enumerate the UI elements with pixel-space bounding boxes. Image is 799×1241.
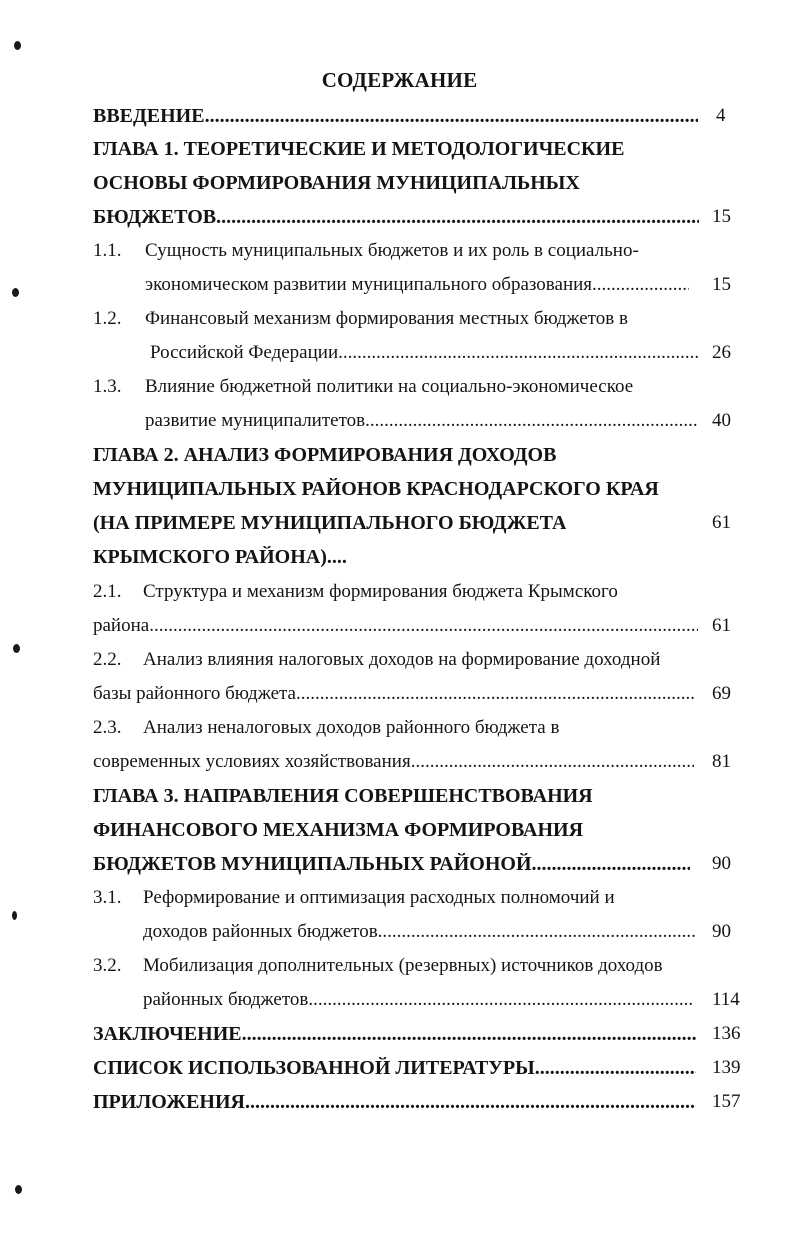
toc-entry-label: ВВЕДЕНИЕ ..... — [93, 105, 698, 128]
toc-entry-label: Сущность муниципальных бюджетов и их роль в социально- — [145, 240, 639, 261]
toc-entry-label: Российской Федерации ..... — [150, 342, 698, 364]
toc-entry-label: Структура и механизм формирования бюджета Крымского — [143, 581, 618, 602]
toc-entry-label: современных условиях хозяйствования ..... — [93, 751, 694, 773]
toc-section-number: 1.3. — [93, 376, 122, 397]
toc-entry-label: Влияние бюджетной политики на социально-экономическое — [145, 376, 634, 397]
toc-page-number: 114 — [712, 989, 740, 1010]
toc-page-number: 4 — [716, 105, 726, 126]
toc-section-3-2-cont[interactable] — [0, 989, 799, 1019]
toc-entry-label: СПИСОК ИСПОЛЬЗОВАННОЙ ЛИТЕРАТУРЫ ..... — [93, 1057, 696, 1080]
toc-page-number: 15 — [712, 274, 731, 295]
toc-entry-label: Анализ неналоговых доходов районного бюджета в — [143, 717, 560, 738]
toc-section-number: 2.2. — [93, 649, 122, 670]
toc-section-3-1-cont[interactable] — [0, 921, 799, 951]
toc-entry-label: Реформирование и оптимизация расходных полномочий и — [143, 887, 615, 908]
toc-section-2-3-cont[interactable] — [0, 751, 799, 781]
toc-entry-label: КРЫМСКОГО РАЙОНА).... — [93, 546, 347, 568]
toc-section-number: 1.1. — [93, 240, 122, 261]
toc-chapter-heading[interactable] — [0, 172, 799, 202]
toc-section-number: 2.3. — [93, 717, 122, 738]
toc-section-number: 3.1. — [93, 887, 122, 908]
toc-page-number: 40 — [712, 410, 731, 431]
toc-section-2-2-cont[interactable] — [0, 683, 799, 713]
toc-entry-label: базы районного бюджета ..... — [93, 683, 696, 705]
toc-section-3-1[interactable] — [0, 887, 799, 917]
toc-page-number: 90 — [712, 921, 731, 942]
scan-dot-mark — [14, 41, 21, 50]
toc-entry-conclusion[interactable] — [0, 1023, 799, 1053]
toc-chapter-heading[interactable] — [0, 785, 799, 815]
toc-entry-label: МУНИЦИПАЛЬНЫХ РАЙОНОВ КРАСНОДАРСКОГО КРАЯ — [93, 478, 659, 500]
toc-entry-references[interactable] — [0, 1057, 799, 1087]
toc-section-1-3-cont[interactable] — [0, 410, 799, 440]
toc-section-number: 1.2. — [93, 308, 122, 329]
toc-section-3-2[interactable] — [0, 955, 799, 985]
toc-chapter-heading[interactable] — [0, 478, 799, 508]
toc-page-number: 90 — [712, 853, 731, 874]
scan-dot-mark — [15, 1185, 22, 1194]
toc-chapter-heading[interactable] — [0, 546, 799, 576]
toc-entry-label: БЮДЖЕТОВ МУНИЦИПАЛЬНЫХ РАЙОНОЙ ..... — [93, 853, 690, 876]
toc-page-number: 26 — [712, 342, 731, 363]
toc-entry-label: ОСНОВЫ ФОРМИРОВАНИЯ МУНИЦИПАЛЬНЫХ — [93, 172, 580, 194]
toc-chapter-heading[interactable] — [0, 444, 799, 474]
toc-section-2-2[interactable] — [0, 649, 799, 679]
toc-entry-label: ГЛАВА 2. АНАЛИЗ ФОРМИРОВАНИЯ ДОХОДОВ — [93, 444, 557, 466]
toc-chapter-heading[interactable] — [0, 819, 799, 849]
toc-section-1-2[interactable] — [0, 308, 799, 338]
toc-page-number: 61 — [712, 615, 731, 636]
toc-section-number: 3.2. — [93, 955, 122, 976]
toc-entry-label: (НА ПРИМЕРЕ МУНИЦИПАЛЬНОГО БЮДЖЕТА — [93, 512, 567, 534]
toc-entry-chapter1[interactable] — [0, 206, 799, 236]
toc-section-1-1-cont[interactable] — [0, 274, 799, 304]
toc-entry-label: ЗАКЛЮЧЕНИЕ ..... — [93, 1023, 696, 1046]
toc-entry-introduction[interactable] — [0, 105, 799, 135]
toc-entry-label: ФИНАНСОВОГО МЕХАНИЗМА ФОРМИРОВАНИЯ — [93, 819, 584, 841]
toc-page-number: 61 — [712, 512, 731, 533]
toc-section-2-1-cont[interactable] — [0, 615, 799, 645]
toc-entry-chapter2[interactable] — [0, 512, 799, 542]
toc-page-number: 69 — [712, 683, 731, 704]
toc-section-1-2-cont[interactable] — [0, 342, 799, 372]
page-title: СОДЕРЖАНИЕ — [321, 68, 478, 92]
toc-entry-label: развитие муниципалитетов ..... — [145, 410, 698, 432]
toc-page-number: 81 — [712, 751, 731, 772]
toc-section-number: 2.1. — [93, 581, 122, 602]
toc-page-number: 139 — [712, 1057, 741, 1078]
toc-entry-label: района ..... — [93, 615, 698, 637]
toc-page-number: 15 — [712, 206, 731, 227]
toc-entry-label: ГЛАВА 3. НАПРАВЛЕНИЯ СОВЕРШЕНСТВОВАНИЯ — [93, 785, 593, 807]
toc-entry-label: районных бюджетов ..... — [143, 989, 693, 1011]
toc-section-2-3[interactable] — [0, 717, 799, 747]
toc-entry-label: ПРИЛОЖЕНИЯ ..... — [93, 1091, 696, 1114]
toc-entry-chapter3[interactable] — [0, 853, 799, 883]
toc-section-2-1[interactable] — [0, 581, 799, 611]
toc-section-1-1[interactable] — [0, 240, 799, 270]
toc-entry-label: БЮДЖЕТОВ ..... — [93, 206, 699, 229]
toc-page-number: 136 — [712, 1023, 741, 1044]
toc-chapter-heading[interactable] — [0, 138, 799, 168]
toc-entry-label: доходов районных бюджетов ..... — [143, 921, 697, 943]
toc-entry-label: ГЛАВА 1. ТЕОРЕТИЧЕСКИЕ И МЕТОДОЛОГИЧЕСКИЕ — [93, 138, 625, 160]
toc-entry-appendices[interactable] — [0, 1091, 799, 1121]
toc-section-1-3[interactable] — [0, 376, 799, 406]
toc-entry-label: Финансовый механизм формирования местных бюджетов в — [145, 308, 628, 329]
toc-entry-label: экономическом развитии муниципального образования ..... — [145, 274, 689, 296]
toc-entry-label: Мобилизация дополнительных (резервных) источников доходов — [143, 955, 663, 976]
toc-page-number: 157 — [712, 1091, 741, 1112]
toc-entry-label: Анализ влияния налоговых доходов на формирование доходной — [143, 649, 661, 670]
